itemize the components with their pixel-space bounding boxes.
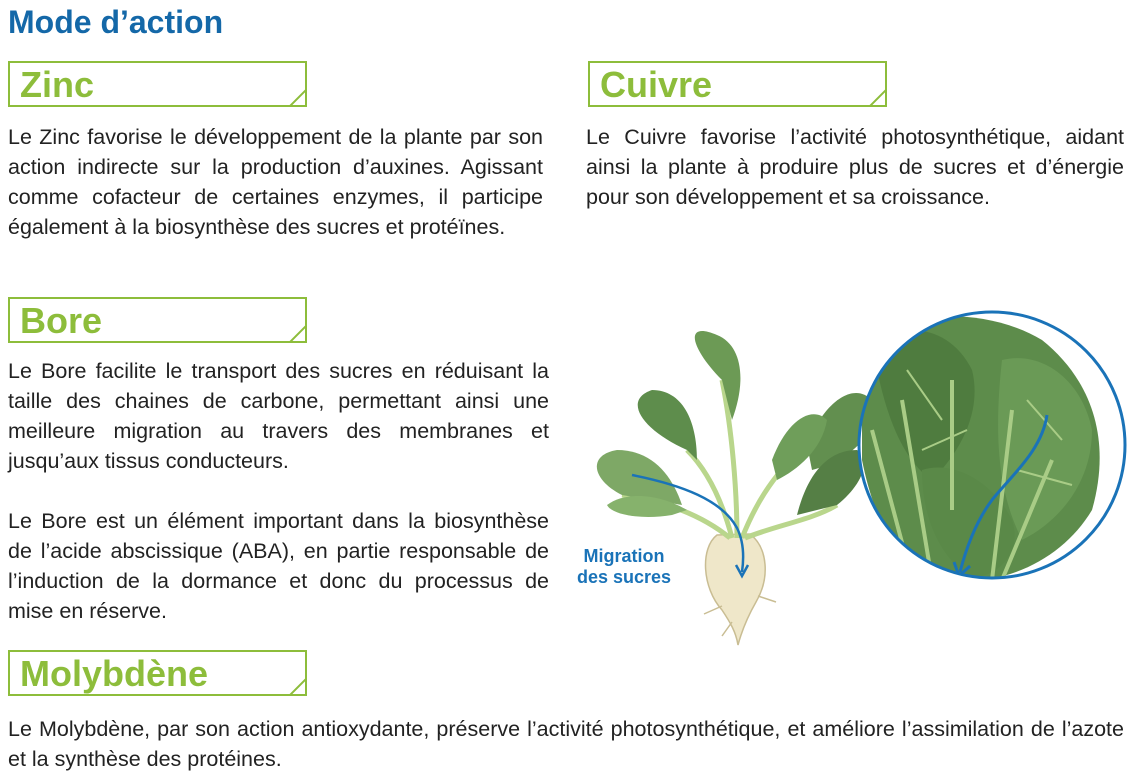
molybdene-text: Le Molybdène, par son action antioxydante, préserve l’activité photosynthétique, et améliore l’assimilation de l’azote et la synthèse des protéines.: [8, 717, 1124, 771]
bore-text-1: Le Bore facilite le transport des sucres en réduisant la taille des chaines de carbone, permettant ainsi une meilleure migration au travers des membranes et jusqu’aux tissus conducteurs.: [8, 359, 549, 473]
molybdene-heading-label: Molybdène: [20, 653, 209, 694]
bore-heading: [8, 297, 306, 343]
cuivre-heading: [588, 61, 886, 107]
migration-label: [572, 546, 676, 588]
beet-plant: [597, 331, 874, 645]
zinc-heading-label: Zinc: [20, 64, 95, 105]
molybdene-heading: [8, 650, 306, 696]
zinc-heading: [8, 61, 306, 107]
cuivre-heading-label: Cuivre: [600, 64, 713, 105]
cuivre-text: Le Cuivre favorise l’activité photosynthétique, aidant ainsi la plante à produire plus de sucres et d’énergie pour son développement et sa croissance.: [586, 125, 1124, 209]
zinc-text: Le Zinc favorise le développement de la plante par son action indirecte sur la production d’auxines. Agissant comme cofacteur de certaines enzymes, il participe également à la biosynthèse des sucres et protéïnes.: [8, 125, 543, 239]
bore-text-2: Le Bore est un élément important dans la biosynthèse de l’acide abscissique (ABA), en partie responsable de l’induction de la dormance et donc du processus de mise en réserve.: [8, 509, 549, 623]
page-title: Mode d’action: [8, 4, 224, 40]
sugar-beet-illustration: [572, 310, 1127, 655]
bore-heading-label: Bore: [20, 300, 103, 341]
leaf-zoom-circle: [859, 312, 1125, 582]
migration-label-line1: Migration: [583, 546, 665, 566]
migration-label-line2: des sucres: [576, 567, 672, 587]
